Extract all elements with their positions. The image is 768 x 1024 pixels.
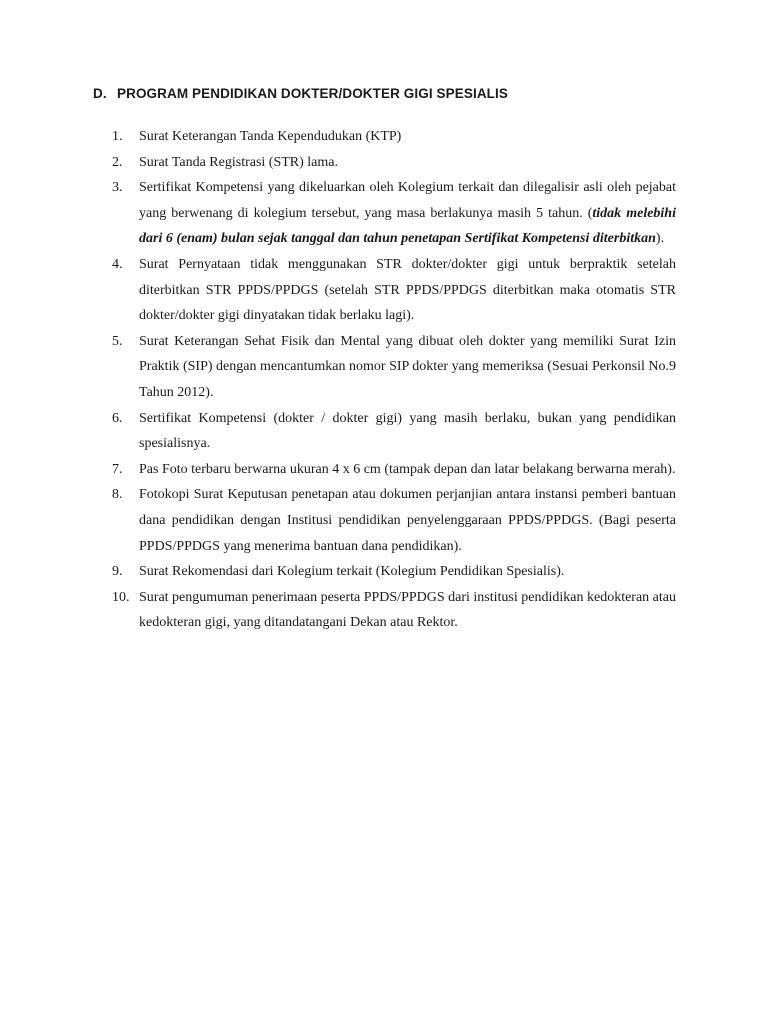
item-number: 4.	[112, 256, 123, 272]
list-item	[104, 124, 676, 150]
requirements-list	[104, 124, 676, 636]
section-letter: D.	[93, 86, 107, 101]
list-item	[104, 559, 676, 585]
item-number: 9.	[112, 564, 123, 580]
list-item	[104, 482, 676, 559]
item-number: 3.	[112, 180, 123, 196]
item-text: Surat Keterangan Tanda Kependudukan (KTP)	[139, 129, 402, 144]
item-number: 2.	[112, 154, 123, 170]
section-heading	[93, 86, 508, 101]
item-number: 5.	[112, 333, 123, 349]
list-item	[104, 175, 676, 252]
list-item	[104, 585, 676, 636]
item-text: Surat Rekomendasi dari Kolegium terkait (Kolegium Pendidikan Spesialis).	[139, 564, 565, 580]
item-text: Surat pengumuman penerimaan peserta PPDS/PPDGS dari institusi pendidikan kedokteran atau kedokteran gigi, yang ditandatangani Dekan atau Rektor.	[139, 589, 676, 631]
item-text: Surat Pernyataan tidak menggunakan STR dokter/dokter gigi untuk berpraktik setelah diterbitkan STR PPDS/PPDGS (setelah STR PPDS/PPDGS diterbitkan maka otomatis STR dokter/dokter gigi dinyatakan tidak berlaku lagi).	[139, 256, 676, 324]
item-text: Surat Keterangan Sehat Fisik dan Mental yang dibuat oleh dokter yang memiliki Surat Izin Praktik (SIP) dengan mencantumkan nomor SIP dokter yang memeriksa (Sesuai Perkonsil No.9 Tahun 2012).	[139, 333, 676, 400]
item-italic-note: tidak melebihi dari 6 (enam) bulan sejak tanggal dan tahun penetapan Sertifikat Kompetensi diterbitkan	[139, 205, 676, 247]
list-item	[104, 329, 676, 406]
list-item	[104, 457, 676, 483]
item-text: Sertifikat Kompetensi yang dikeluarkan oleh Kolegium terkait dan dilegalisir asli oleh pejabat yang berwenang di kolegium tersebut, yang masa berlakunya masih 5 tahun. (tidak melebihi dari 6 (enam) bulan sejak tanggal dan tahun penetapan Sertifikat Kompetensi diterbitkan).	[139, 180, 676, 247]
item-number: 10.	[112, 589, 130, 605]
item-text: Surat Tanda Registrasi (STR) lama.	[139, 154, 339, 170]
item-number: 7.	[112, 461, 123, 477]
list-item	[104, 252, 676, 329]
item-text: Sertifikat Kompetensi (dokter / dokter gigi) yang masih berlaku, bukan yang pendidikan spesialisnya.	[139, 410, 676, 452]
list-item	[104, 406, 676, 457]
item-text: Fotokopi Surat Keputusan penetapan atau dokumen perjanjian antara instansi pemberi bantuan dana pendidikan dengan Institusi pendidikan penyelenggaraan PPDS/PPDGS. (Bagi peserta PPDS/PPDGS yang menerima bantuan dana pendidikan).	[139, 487, 676, 554]
item-number: 8.	[112, 487, 123, 503]
list-item	[104, 150, 676, 176]
section-title: PROGRAM PENDIDIKAN DOKTER/DOKTER GIGI SPESIALIS	[117, 86, 508, 101]
item-number: 1.	[112, 129, 123, 144]
item-number: 6.	[112, 410, 123, 426]
item-text: Pas Foto terbaru berwarna ukuran 4 x 6 cm (tampak depan dan latar belakang berwarna merah).	[139, 461, 676, 477]
